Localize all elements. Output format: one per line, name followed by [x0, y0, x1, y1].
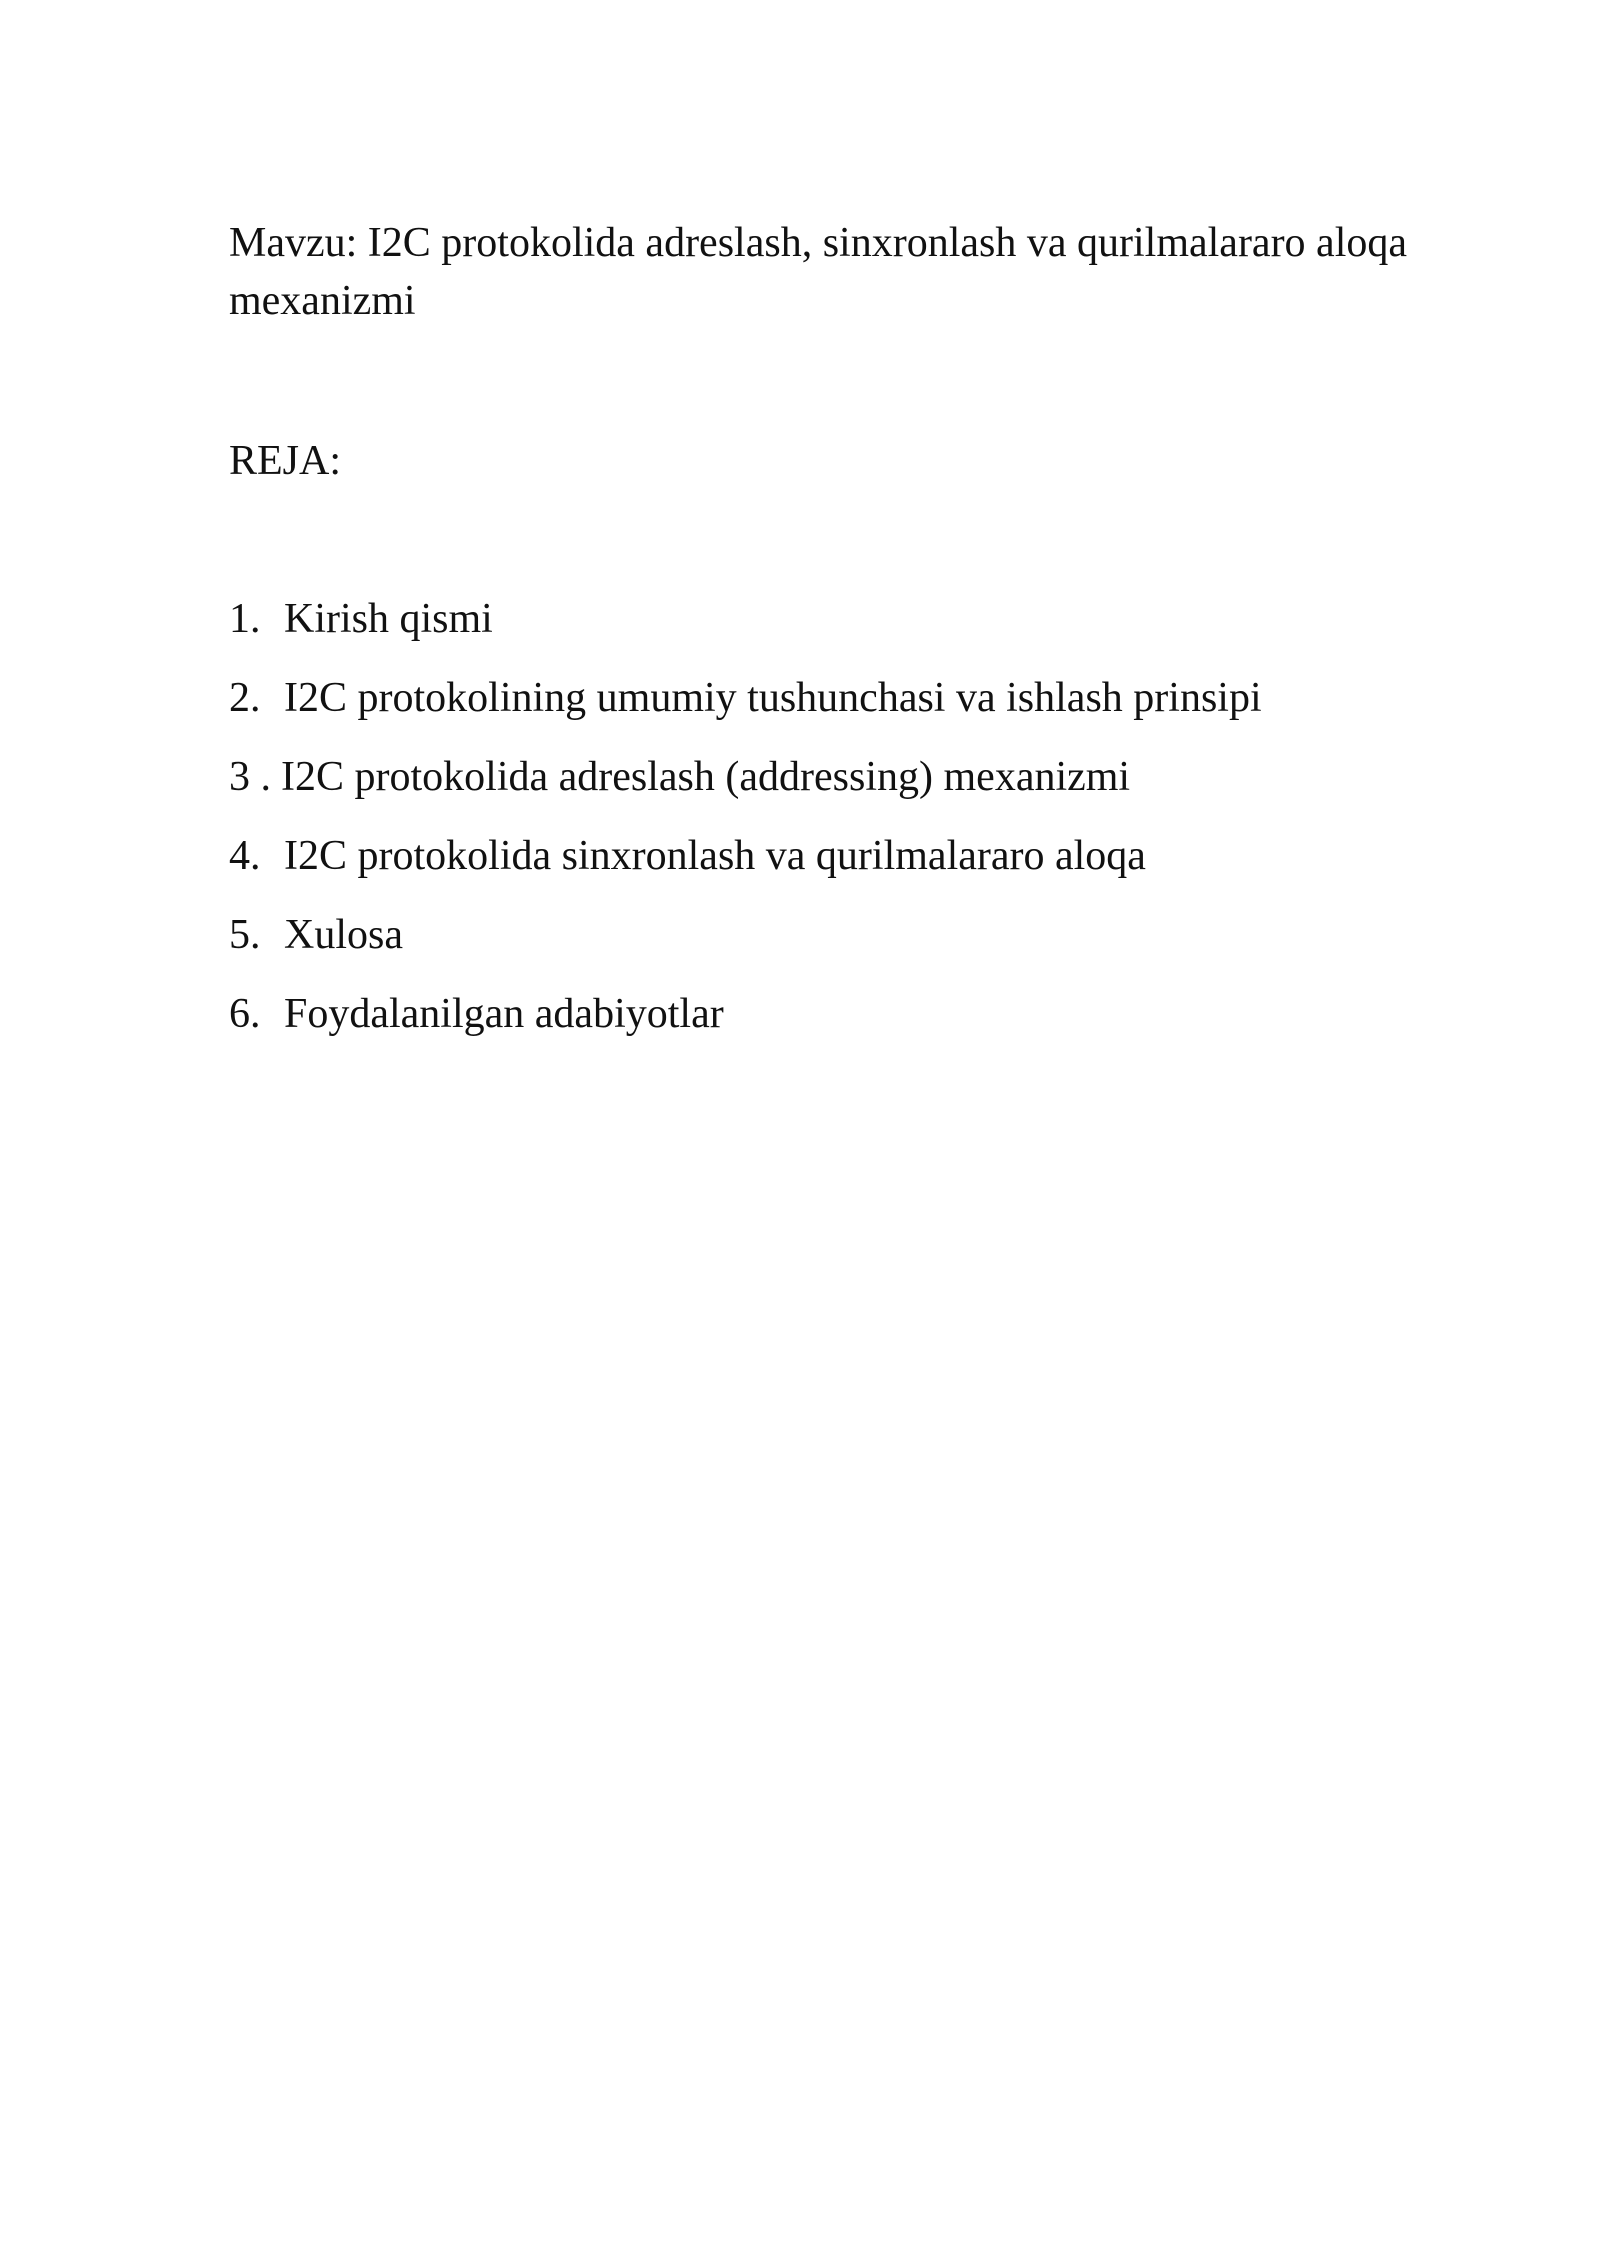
list-item-number: 3 .: [229, 754, 271, 800]
list-item: [229, 906, 1262, 985]
list-item: [229, 748, 1262, 827]
list-item-number: 2.: [229, 675, 261, 721]
list-item: [229, 827, 1262, 906]
list-item-number: 6.: [229, 991, 261, 1037]
list-item-text: I2C protokolida adreslash (addressing) mexanizmi: [281, 754, 1131, 800]
list-item-text: Kirish qismi: [284, 596, 493, 642]
list-item-number: 5.: [229, 912, 261, 958]
list-item-text: I2C protokolining umumiy tushunchasi va ishlash prinsipi: [284, 675, 1262, 721]
list-item: [229, 669, 1262, 748]
list-item-text: Xulosa: [284, 912, 403, 958]
list-item-text: I2C protokolida sinxronlash va qurilmalararo aloqa: [284, 833, 1146, 879]
plan-list: [229, 590, 1262, 1064]
plan-heading: REJA:: [229, 438, 342, 484]
list-item-number: 4.: [229, 833, 261, 879]
list-item-number: 1.: [229, 596, 261, 642]
list-item: [229, 590, 1262, 669]
list-item-text: Foydalanilgan adabiyotlar: [284, 991, 724, 1037]
list-item: [229, 985, 1262, 1064]
topic-title: Mavzu: I2C protokolida adreslash, sinxronlash va qurilmalararo aloqa mexanizmi: [229, 220, 1408, 324]
